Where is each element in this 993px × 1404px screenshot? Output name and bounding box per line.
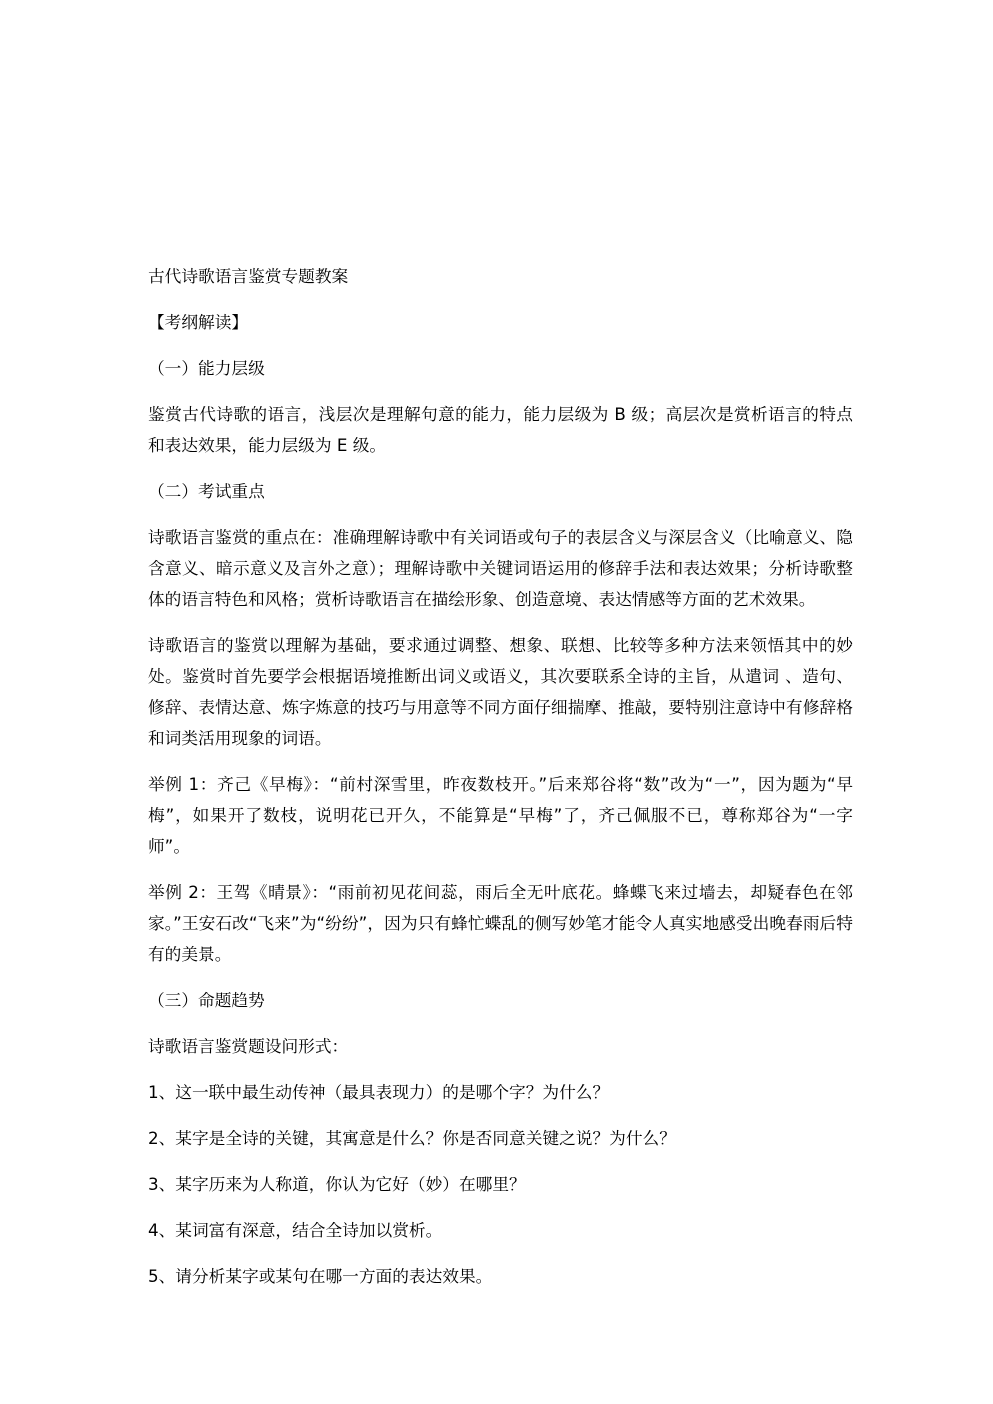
paragraph: 诗歌语言的鉴赏以理解为基础，要求通过调整、想象、联想、比较等多种方法来领悟其中的妙处。鉴赏时首先要学会根据语境推断出词义或语义，其次要联系全诗的主旨，从遣词 、造句、修辞、表情达意、炼字炼意的技巧与用意等不同方面仔细揣摩、推敲，要特别注意诗中有修辞格和词类活用现象的词语。 [148,635,853,748]
paragraph: 鉴赏古代诗歌的语言，浅层次是理解句意的能力，能力层级为 B 级；高层次是赏析语言的特点和表达效果，能力层级为 E 级。 [148,404,853,455]
section-header: 【考纲解读】 [148,312,249,332]
subheading: （一）能力层级 [148,358,265,378]
subheading: （二）考试重点 [148,481,265,501]
paragraph: 诗歌语言鉴赏的重点在：准确理解诗歌中有关词语或句子的表层含义与深层含义（比喻意义、隐含意义、暗示意义及言外之意）；理解诗歌中关键词语运用的修辞手法和表达效果；分析诗歌整体的语言特色和风格；赏析诗歌语言在描绘形象、创造意境、表达情感等方面的艺术效果。 [148,527,853,609]
question-item: 2、某字是全诗的关键，其寓意是什么？你是否同意关键之说？为什么？ [148,1128,676,1148]
question-item: 4、某词富有深意，结合全诗加以赏析。 [148,1220,443,1240]
document-body [148,353,853,1292]
paragraph: 举例 2：王驾《晴景》：“雨前初见花间蕊，雨后全无叶底花。蜂蝶飞来过墙去，却疑春色在邻家。”王安石改“飞来”为“纷纷”，因为只有蜂忙蝶乱的侧写妙笔才能令人真实地感受出晚春雨后特有的美景。 [148,882,853,964]
paragraph: 举例 1：齐己《早梅》：“前村深雪里，昨夜数枝开。”后来郑谷将“数”改为“一”，因为题为“早梅”，如果开了数枝，说明花已开久，不能算是“早梅”了，齐己佩服不已，尊称郑谷为“一字师”。 [148,774,853,856]
document-title: 古代诗歌语言鉴赏专题教案 [148,266,349,286]
subheading: （三）命题趋势 [148,990,265,1010]
lead-line: 诗歌语言鉴赏题设问形式： [148,1036,349,1056]
question-item: 1、这一联中最生动传神（最具表现力）的是哪个字？为什么？ [148,1082,610,1102]
document-content [148,261,853,1307]
question-item: 5、请分析某字或某句在哪一方面的表达效果。 [148,1266,493,1286]
question-item: 3、某字历来为人称道，你认为它好（妙）在哪里？ [148,1174,526,1194]
